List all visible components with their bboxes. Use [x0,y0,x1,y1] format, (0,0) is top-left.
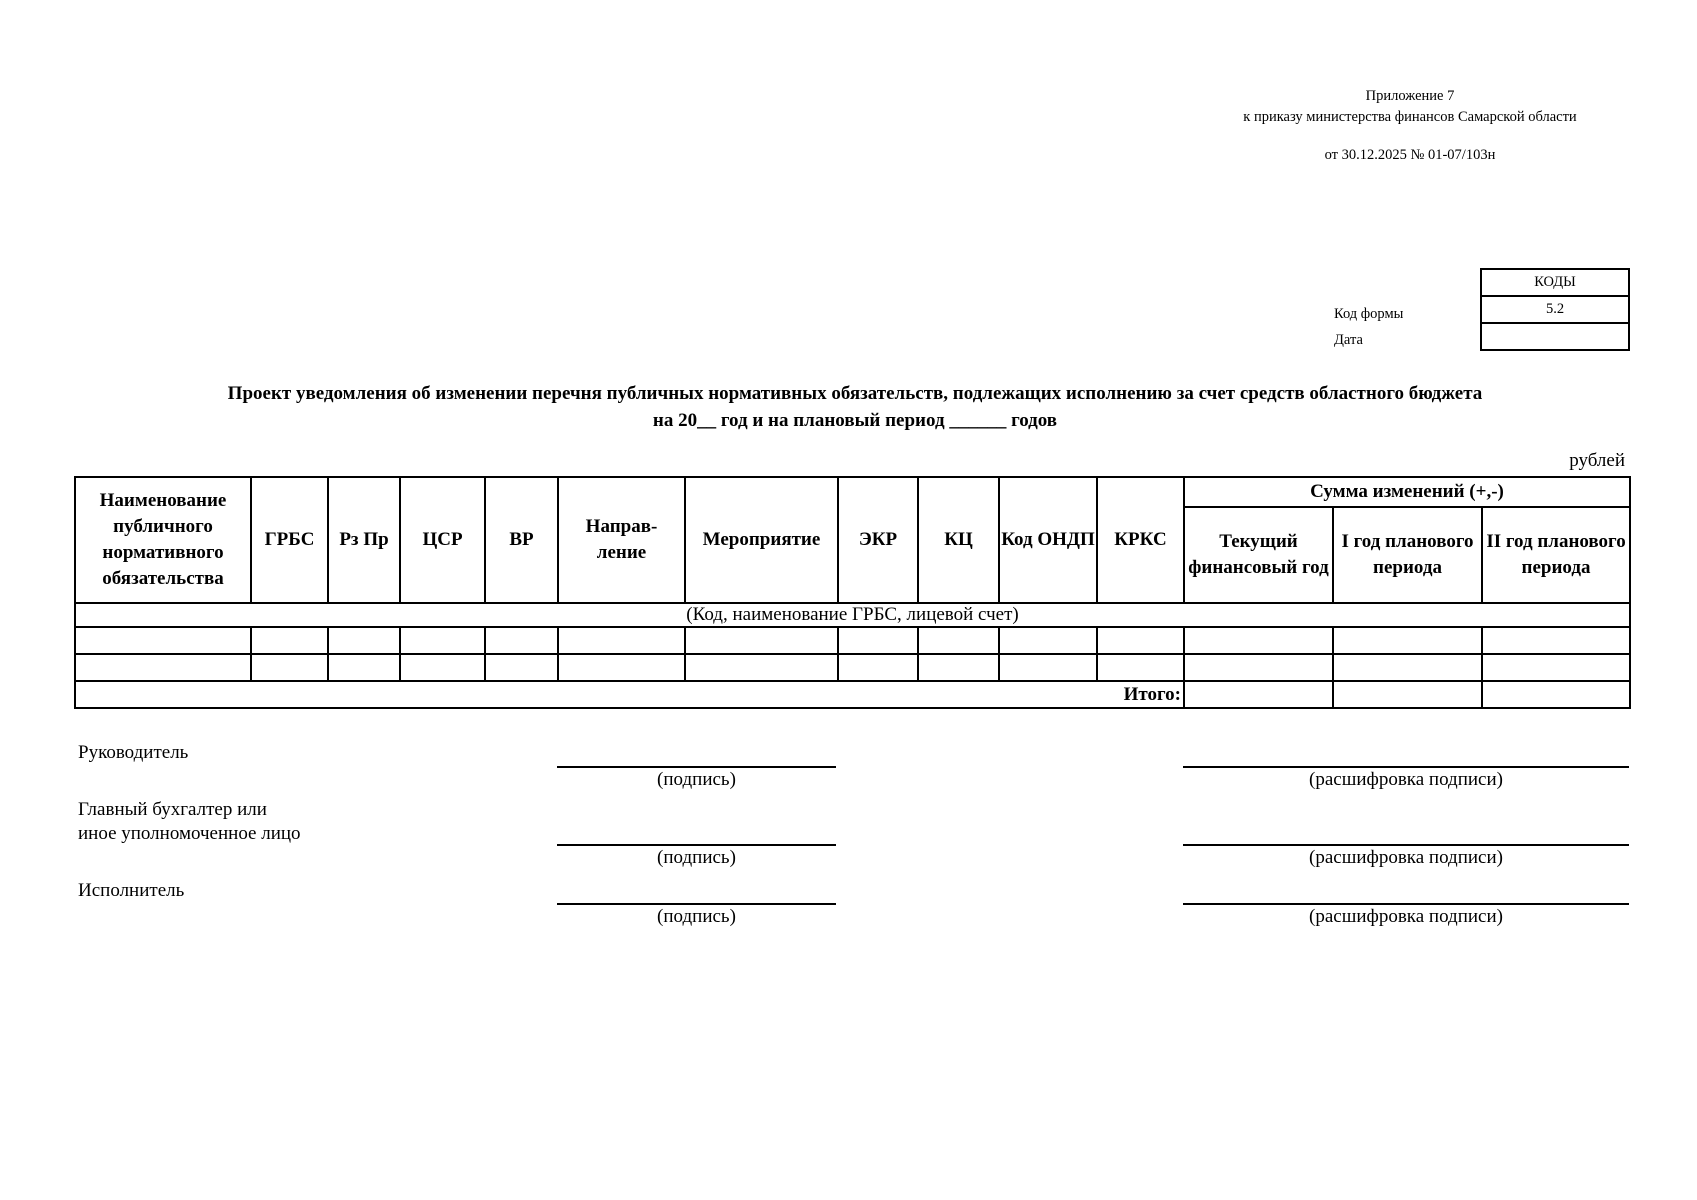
head-signature-line[interactable] [557,766,836,768]
col-ekr: ЭКР [838,477,918,603]
annex-line-2: к приказу министерства финансов Самарской области [1243,109,1577,125]
table-cell[interactable] [485,654,558,681]
col-csr: ЦСР [400,477,485,603]
table-row [75,627,1630,654]
table-cell[interactable] [918,654,999,681]
chief-signature-caption: (подпись) [657,847,736,868]
table-cell[interactable] [75,627,251,654]
total-current-cell[interactable] [1184,681,1333,708]
codes-header: КОДЫ [1481,269,1629,296]
col-sum-current: Текущий финансовый год [1184,507,1333,603]
table-cell[interactable] [1333,654,1482,681]
chief-decode-line[interactable] [1183,844,1629,846]
table-cell[interactable] [75,654,251,681]
col-vr: ВР [485,477,558,603]
head-signature-caption: (подпись) [657,769,736,790]
table-cell[interactable] [251,654,328,681]
executor-signature-line[interactable] [557,903,836,905]
table-cell[interactable] [328,627,400,654]
table-cell[interactable] [485,627,558,654]
unit-label: рублей [1569,450,1625,471]
col-sum-year1: I год планового периода [1333,507,1482,603]
table-cell[interactable] [558,627,685,654]
main-table [74,476,1631,709]
total-row [75,681,1630,708]
table-cell[interactable] [1482,654,1630,681]
chief-accountant-line-2: иное уполномоченное лицо [78,823,301,844]
table-cell[interactable] [251,627,328,654]
title-line-2: на 20__ год и на плановый период ______ годов [652,410,1058,431]
document-title [80,380,1630,434]
executor-decode-caption: (расшифровка подписи) [1309,906,1503,927]
col-grbs: ГРБС [251,477,328,603]
chief-accountant-label [78,798,301,846]
col-rzpr: Рз Пр [328,477,400,603]
total-label: Итого: [75,681,1184,708]
table-row [75,654,1630,681]
col-name: Наименование публичного нормативного обязательства [75,477,251,603]
table-cell[interactable] [838,654,918,681]
col-kc: КЦ [918,477,999,603]
col-krks: КРКС [1097,477,1184,603]
table-cell[interactable] [685,627,838,654]
table-cell[interactable] [1097,654,1184,681]
head-decode-line[interactable] [1183,766,1629,768]
executor-decode-line[interactable] [1183,903,1629,905]
table-cell[interactable] [999,627,1097,654]
table-cell[interactable] [1184,627,1333,654]
head-decode-caption: (расшифровка подписи) [1309,769,1503,790]
col-direction: Направ- ление [558,477,685,603]
annex-block [1180,86,1640,166]
form-code-label: Код формы [1334,306,1404,322]
head-label: Руководитель [78,742,189,763]
title-line-1: Проект уведомления об изменении перечня публичных нормативных обязательств, подлежащих исполнению за счет средств областного бюджета [227,383,1483,404]
total-year1-cell[interactable] [1333,681,1482,708]
total-year2-cell[interactable] [1482,681,1630,708]
chief-decode-caption: (расшифровка подписи) [1309,847,1503,868]
col-ondp: Код ОНДП [999,477,1097,603]
table-cell[interactable] [400,627,485,654]
date-value [1481,323,1629,350]
chief-signature-line[interactable] [557,844,836,846]
executor-label: Исполнитель [78,880,185,901]
table-cell[interactable] [999,654,1097,681]
table-cell[interactable] [328,654,400,681]
annex-line-3: от 30.12.2025 № 01-07/103н [1324,147,1496,163]
col-event: Мероприятие [685,477,838,603]
table-cell[interactable] [1097,627,1184,654]
chief-accountant-line-1: Главный бухгалтер или [78,799,267,820]
table-cell[interactable] [685,654,838,681]
table-cell[interactable] [838,627,918,654]
table-cell[interactable] [1184,654,1333,681]
table-cell[interactable] [1333,627,1482,654]
col-sum-year2: II год планового периода [1482,507,1630,603]
codes-table [1480,268,1630,351]
table-cell[interactable] [918,627,999,654]
form-code-value: 5.2 [1481,296,1629,323]
table-cell[interactable] [400,654,485,681]
table-cell[interactable] [1482,627,1630,654]
date-label: Дата [1334,332,1363,348]
grbs-subheader-row: (Код, наименование ГРБС, лицевой счет) [75,603,1630,627]
col-sum-group: Сумма изменений (+,-) [1184,477,1630,507]
executor-signature-caption: (подпись) [657,906,736,927]
table-cell[interactable] [558,654,685,681]
annex-line-1: Приложение 7 [1365,88,1455,104]
